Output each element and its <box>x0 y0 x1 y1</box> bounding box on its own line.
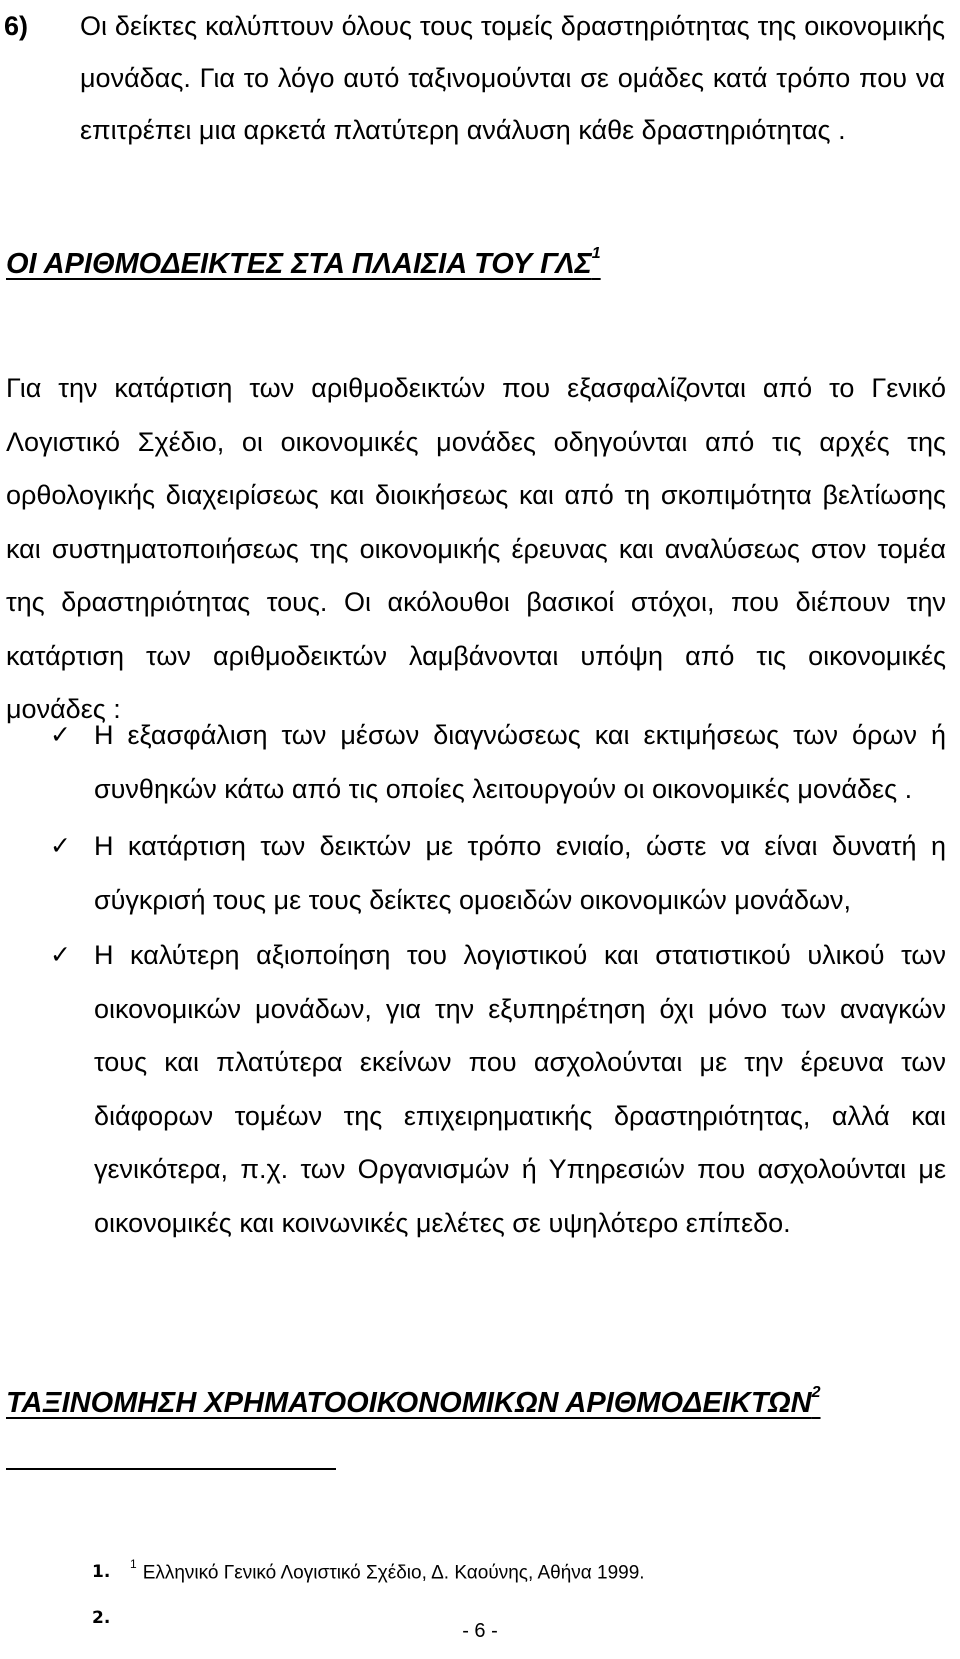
list-item <box>6 820 946 927</box>
checkmark-icon: ✓ <box>50 941 71 969</box>
paragraph-number: 6) <box>4 11 29 41</box>
footnote-separator <box>6 1468 336 1470</box>
heading-text: ΟΙ ΑΡΙΘΜΟΔΕΙΚΤΕΣ ΣΤΑ ΠΛΑΙΣΙΑ ΤΟΥ ΓΛΣ <box>6 248 592 280</box>
page-number: - 6 - <box>462 1620 498 1642</box>
checkmark-icon: ✓ <box>50 832 71 860</box>
list-item-text: Η καλύτερη αξιοποίηση του λογιστικού και στατιστικού υλικού των οικονομικών μονάδων, για την εξυπηρέτηση όχι μόνο των αναγκών τους και πλατύτερα εκείνων που ασχολούνται με την έρευνα των διάφορων τομέων της επιχειρηματικής δραστηριότητας, αλλά και γενικότερα, π.χ. των Οργανισμών ή Υπηρεσιών που ασχολούνται με οικονομικές και κοινωνικές μελέτες σε υψηλότερο επίπεδο. <box>94 940 946 1238</box>
section-heading-classification <box>6 1384 821 1420</box>
footnote-reference: 1 <box>591 245 601 263</box>
list-item-text: Η κατάρτιση των δεικτών με τρόπο ενιαίο, ώστε να είναι δυνατή η σύγκρισή τους με τους δείκτες ομοειδών οικονομικών μονάδων, <box>94 831 946 915</box>
footnote-ref-mark: 1 <box>130 1557 137 1571</box>
footnote-reference: 2 <box>811 1384 821 1402</box>
list-item <box>6 709 946 816</box>
checkmark-icon: ✓ <box>50 721 71 749</box>
list-item <box>6 929 946 1250</box>
intro-paragraph: Για την κατάρτιση των αριθμοδεικτών που εξασφαλίζονται από το Γενικό Λογιστικό Σχέδιο, οι οικονομικές μονάδες οδηγούνται από τις αρχές της ορθολογικής διαχειρίσεως και διοικήσεως και από τη σκοπιμότητα βελτίωσης και συστηματοποιήσεως της οικονομικής έρευνας και αναλύσεως στον τομέα της δραστηριότητας τους. Οι ακόλουθοι βασικοί στόχοι, που διέπουν την κατάρτιση των αριθμοδεικτών λαμβάνονται υπόψη από τις οικονομικές μονάδες : <box>6 373 946 724</box>
heading-text: ΤΑΞΙΝΟΜΗΣΗ ΧΡΗΜΑΤΟΟΙΚΟΝΟΜΙΚΩΝ ΑΡΙΘΜΟΔΕΙΚΤΩΝ <box>6 1387 812 1419</box>
footnote-text: Ελληνικό Γενικό Λογιστικό Σχέδιο, Δ. Καούνης, Αθήνα 1999. <box>142 1562 645 1584</box>
footnote-number: 2. <box>92 1608 111 1628</box>
paragraph-6 <box>4 0 945 156</box>
section-heading-gls <box>6 245 601 281</box>
footnote-number: 1. <box>92 1562 111 1582</box>
list-item-text: Η εξασφάλιση των μέσων διαγνώσεως και εκτιμήσεως των όρων ή συνθηκών κάτω από τις οποίες λειτουργούν οι οικονομικές μονάδες . <box>94 720 946 804</box>
paragraph-6-text: Οι δείκτες καλύπτουν όλους τους τομείς δραστηριότητας της οικονομικής μονάδας. Για το λόγο αυτό ταξινομούνται σε ομάδες κατά τρόπο που να επιτρέπει μια αρκετά πλατύτερη ανάλυση κάθε δραστηριότητας . <box>80 11 945 145</box>
objectives-checklist <box>6 709 946 1250</box>
